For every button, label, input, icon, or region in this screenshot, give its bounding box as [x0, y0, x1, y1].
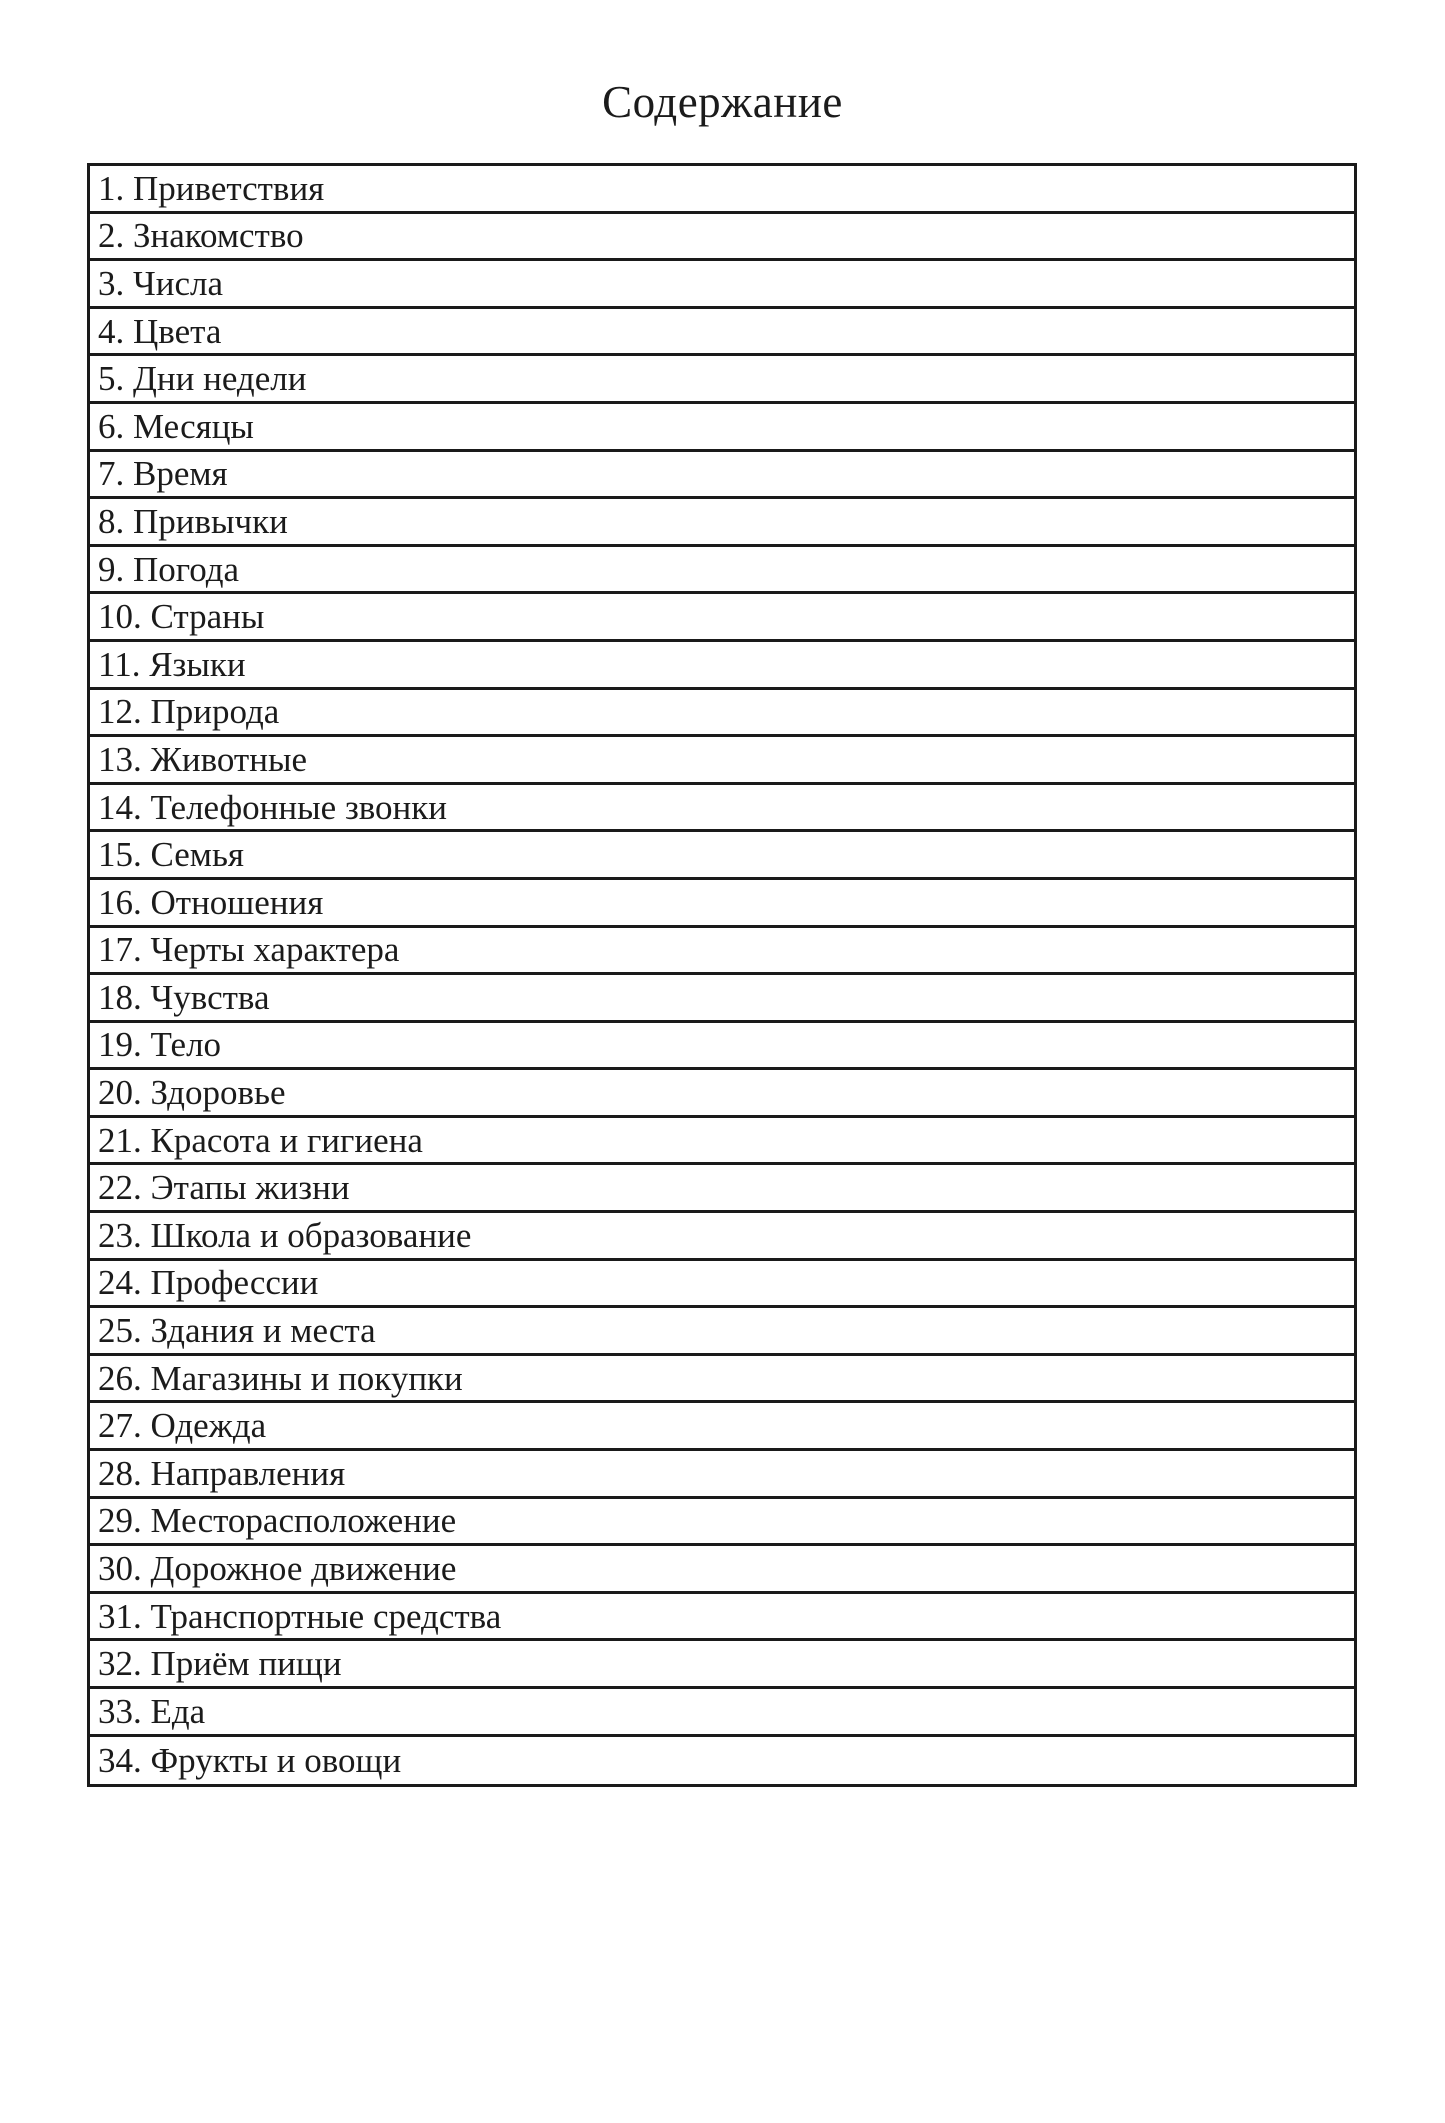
- toc-row: 14. Телефонные звонки: [90, 785, 1354, 833]
- toc-row: 21. Красота и гигиена: [90, 1118, 1354, 1166]
- toc-row: 18. Чувства: [90, 975, 1354, 1023]
- page-title: Содержание: [602, 77, 843, 127]
- toc-row: 10. Страны: [90, 594, 1354, 642]
- toc-row: 34. Фрукты и овощи: [98, 1740, 402, 1780]
- toc-row: 32. Приём пищи: [90, 1641, 1354, 1689]
- toc-row: 4. Цвета: [90, 309, 1354, 357]
- toc-row: 20. Здоровье: [90, 1070, 1354, 1118]
- toc-row: 11. Языки: [90, 642, 1354, 690]
- toc-row: 22. Этапы жизни: [90, 1165, 1354, 1213]
- toc-row: 24. Профессии: [90, 1261, 1354, 1309]
- toc-row: 2. Знакомство: [90, 214, 1354, 262]
- toc-row: 17. Черты характера: [90, 928, 1354, 976]
- toc-row: 16. Отношения: [90, 880, 1354, 928]
- toc-row: 25. Здания и места: [90, 1308, 1354, 1356]
- toc-row: 30. Дорожное движение: [90, 1546, 1354, 1594]
- toc-row: 33. Еда: [90, 1689, 1354, 1737]
- toc-row: 27. Одежда: [90, 1403, 1354, 1451]
- toc-row: 29. Месторасположение: [90, 1499, 1354, 1547]
- toc-row: 19. Тело: [90, 1023, 1354, 1071]
- toc-row: 28. Направления: [90, 1451, 1354, 1499]
- toc-row: 7. Время: [90, 452, 1354, 500]
- toc-row: 15. Семья: [90, 832, 1354, 880]
- toc-row: 9. Погода: [90, 547, 1354, 595]
- toc-row: 13. Животные: [90, 737, 1354, 785]
- toc-row: 6. Месяцы: [90, 404, 1354, 452]
- toc-table: [87, 163, 1357, 1787]
- toc-row: 3. Числа: [90, 261, 1354, 309]
- toc-row: 1. Приветствия: [90, 166, 1354, 214]
- toc-row: 31. Транспортные средства: [90, 1594, 1354, 1642]
- toc-row: 12. Природа: [90, 690, 1354, 738]
- toc-row: 5. Дни недели: [90, 356, 1354, 404]
- toc-row: 8. Привычки: [90, 499, 1354, 547]
- toc-row: 26. Магазины и покупки: [90, 1356, 1354, 1404]
- toc-row: 23. Школа и образование: [90, 1213, 1354, 1261]
